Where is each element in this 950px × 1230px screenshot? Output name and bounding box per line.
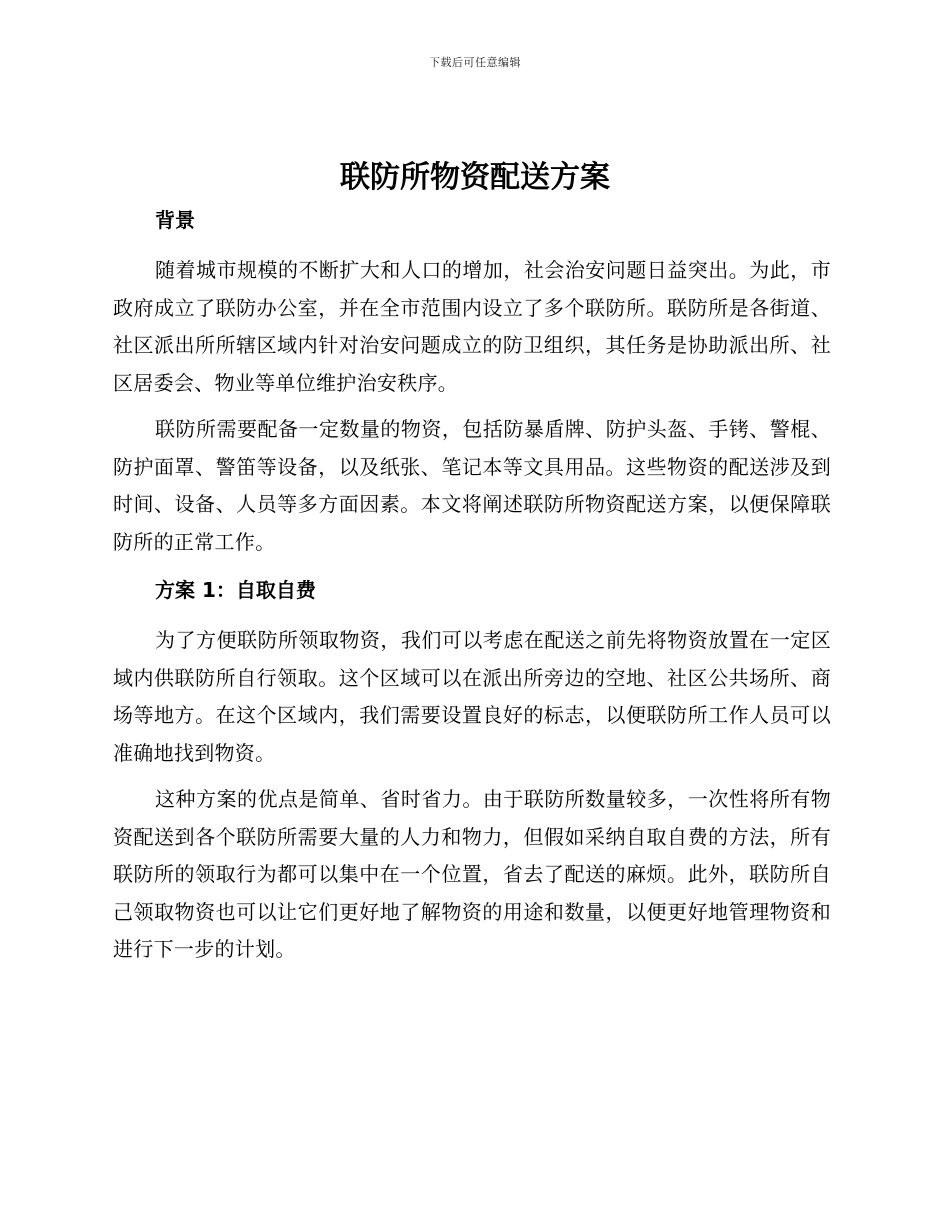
paragraph: 这种方案的优点是简单、省时省力。由于联防所数量较多，一次性将所有物资配送到各个联防所需要大量的人力和物力，但假如采纳自取自费的方法，所有联防所的领取行为都可以集中在一个位置，省去了配送的麻烦。此外，联防所自己领取物资也可以让它们更好地了解物资的用途和数量，以便更好地管理物资和进行下一步的计划。 [113,787,831,961]
section-heading-background: 背景 [155,208,195,232]
paragraph: 联防所需要配备一定数量的物资，包括防暴盾牌、防护头盔、手铐、警棍、防护面罩、警笛等设备，以及纸张、笔记本等文具用品。这些物资的配送涉及到时间、设备、人员等多方面因素。本文将阐述联防所物资配送方案，以便保障联防所的正常工作。 [113,417,831,554]
header-note: 下载后可任意编辑 [429,56,521,69]
document-body [113,200,831,969]
paragraph: 为了方便联防所领取物资，我们可以考虑在配送之前先将物资放置在一定区域内供联防所自行领取。这个区域可以在派出所旁边的空地、社区公共场所、商场等地方。在这个区域内，我们需要设置良好的标志，以便联防所工作人员可以准确地找到物资。 [113,628,831,765]
paragraph: 随着城市规模的不断扩大和人口的增加，社会治安问题日益突出。为此，市政府成立了联防办公室，并在全市范围内设立了多个联防所。联防所是各街道、社区派出所所辖区域内针对治安问题成立的防卫组织，其任务是协助派出所、社区居委会、物业等单位维护治安秩序。 [113,258,831,395]
section-heading-plan-1: 方案 1：自取自费 [155,578,316,602]
document-title: 联防所物资配送方案 [340,160,610,195]
